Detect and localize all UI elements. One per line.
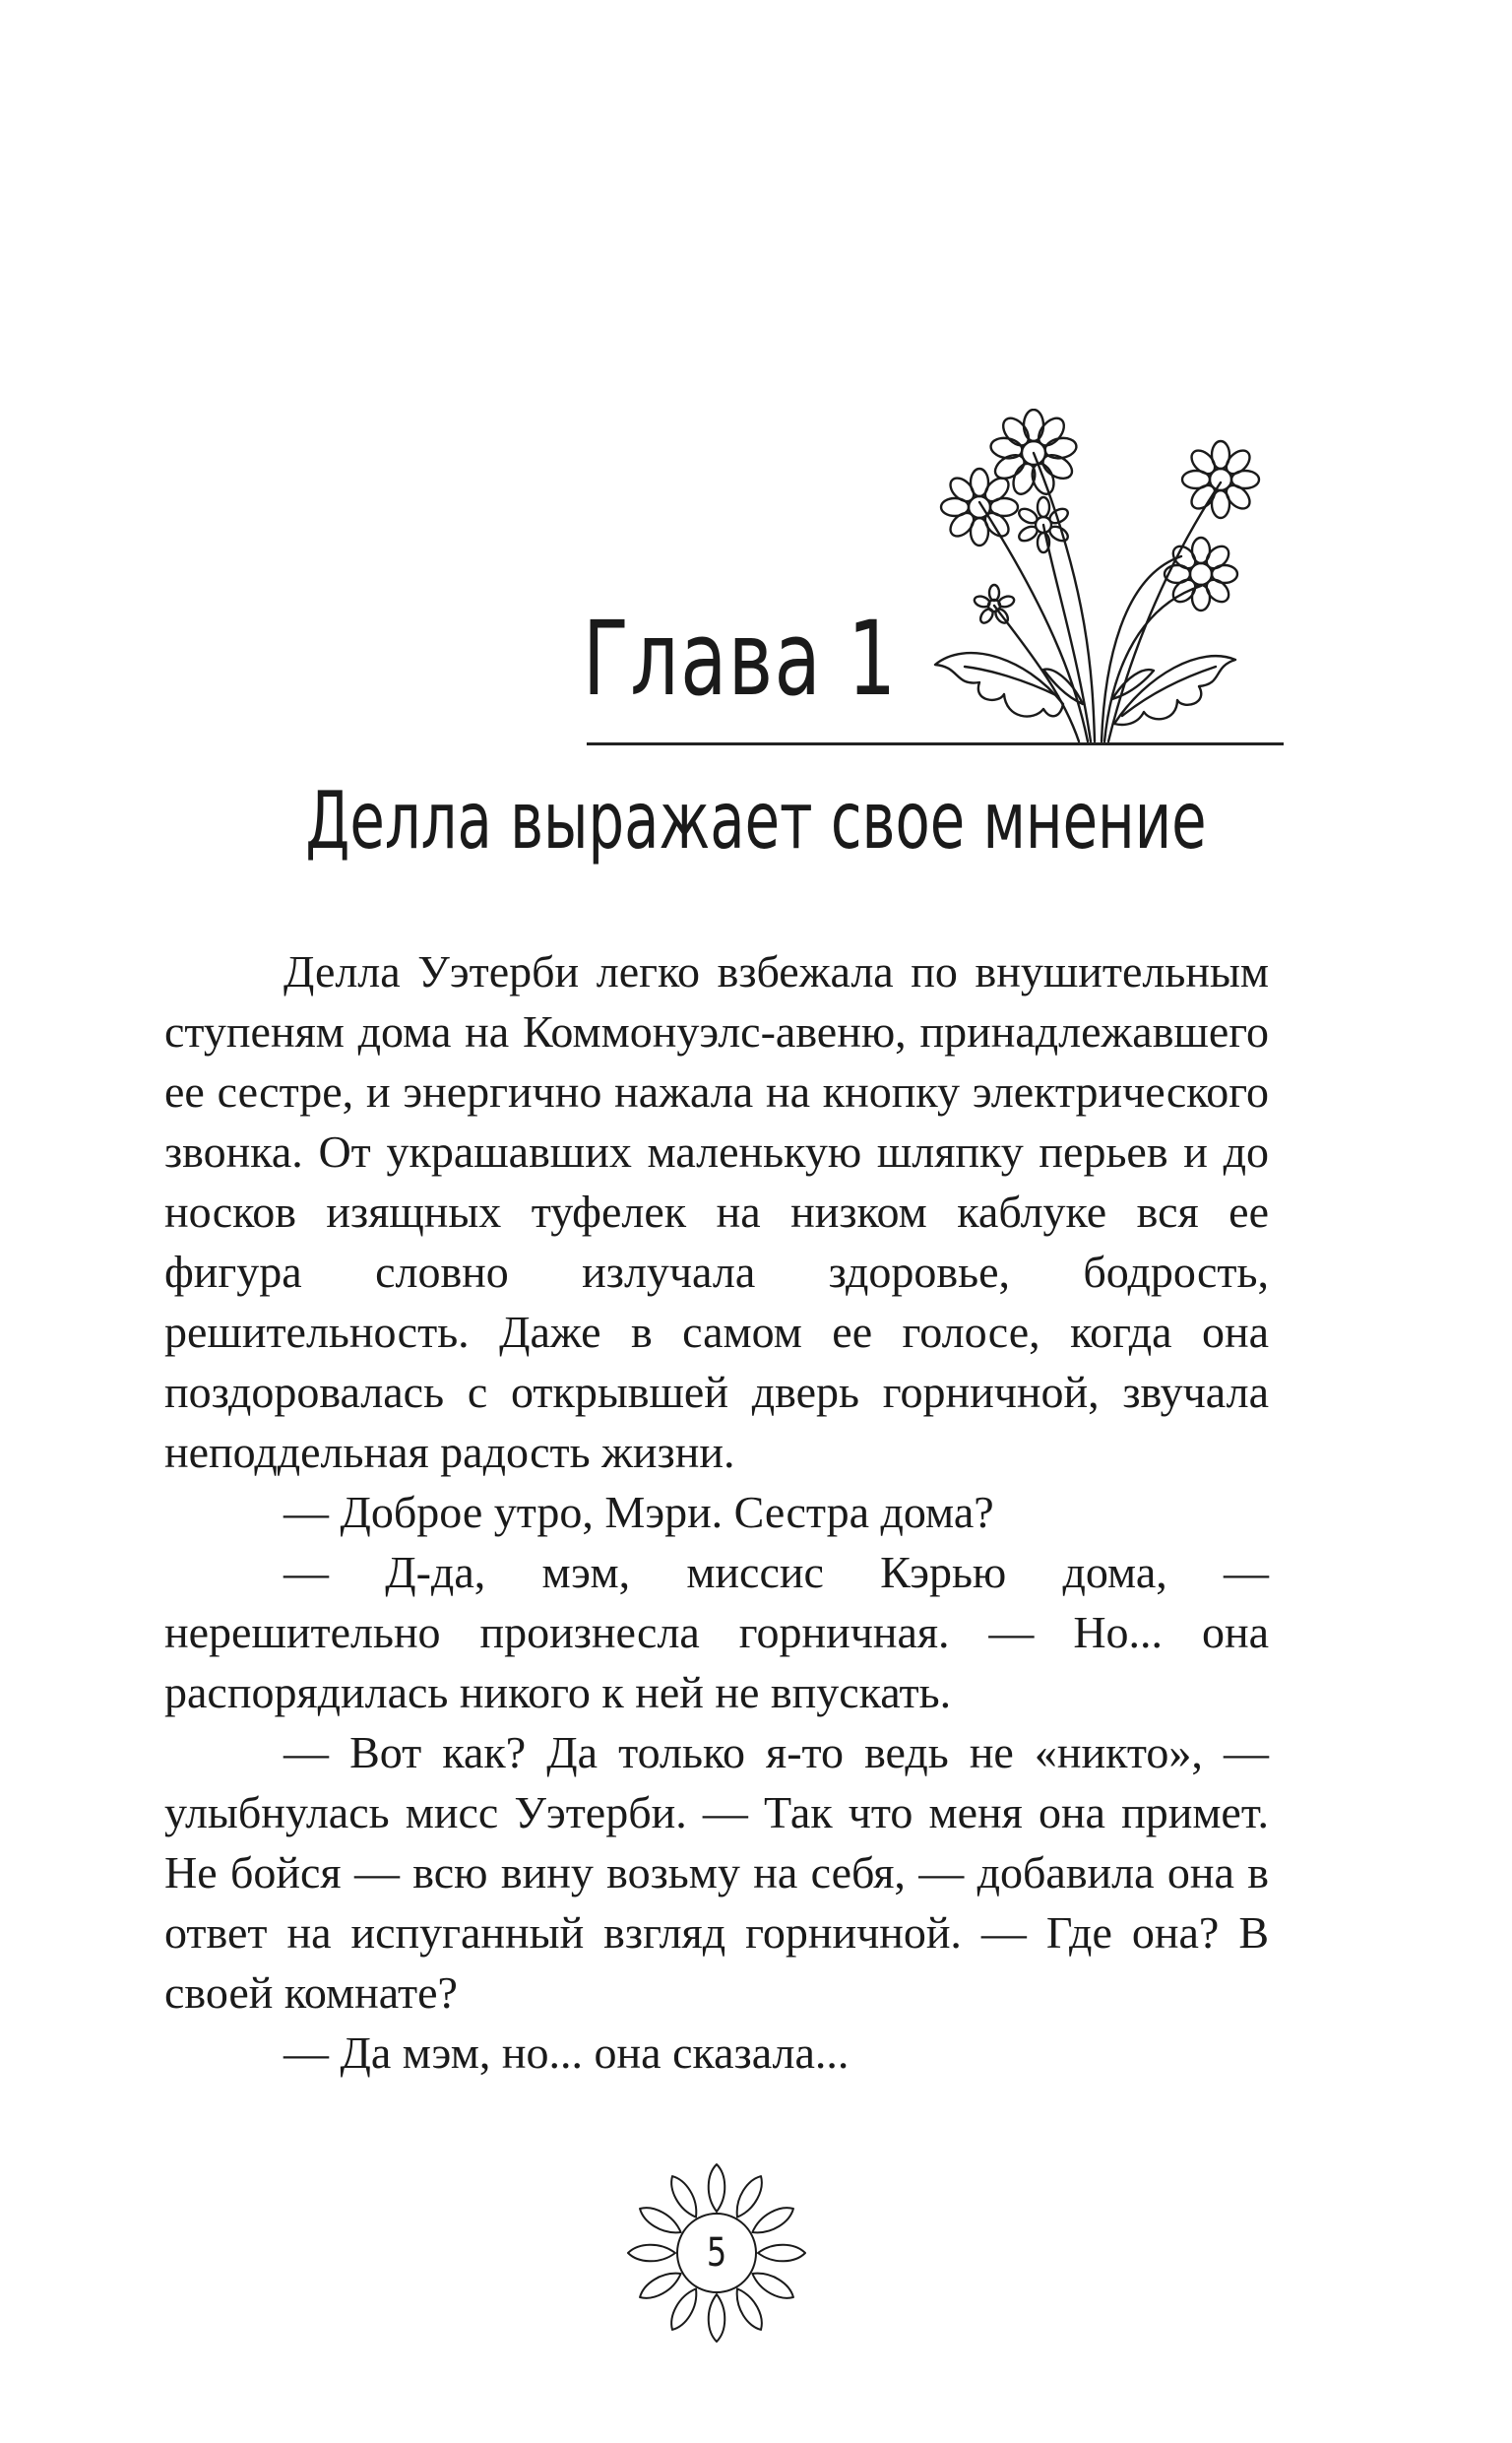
chapter-body [164, 941, 1269, 2083]
chapter-heading-rule [587, 742, 1284, 745]
chapter-title: Делла выражает свое мнение [305, 775, 1207, 867]
paragraph: — Вот как? Да только я-то ведь не «никто», — улыбнулась мисс Уэтерби. — Так что меня она примет. Не бойся — всю вину возьму на себя, — добавила она в ответ на испуганный взгляд горничной. — Где она? В своей комнате? [164, 1727, 1269, 2018]
page-number: 5 [706, 2230, 727, 2276]
daisy-flowers-illustration [886, 409, 1280, 743]
paragraph: Делла Уэтерби легко взбежала по внушительным ступеням дома на Коммонуэлс-авеню, принадлежавшего ее сестре, и энергично нажала на кнопку электрического звонка. От украшавших маленькую шляпку перьев и до носков изящных туфелек на низком каблуке вся ее фигура словно излучала здоровье, бодрость, решительность. Даже в самом ее голосе, когда она поздоровалась с открывшей дверь горничной, звучала неподдельная радость жизни. [164, 946, 1269, 1477]
paragraph: — Д-да, мэм, миссис Кэрью дома, — нерешительно произнесла горничная. — Но... она распорядилась никого к ней не впускать. [164, 1547, 1269, 1717]
paragraph: — Да мэм, но... она сказала... [284, 2027, 850, 2078]
paragraph: — Доброе утро, Мэри. Сестра дома? [284, 1487, 994, 1537]
chapter-label: Глава 1 [583, 599, 898, 719]
